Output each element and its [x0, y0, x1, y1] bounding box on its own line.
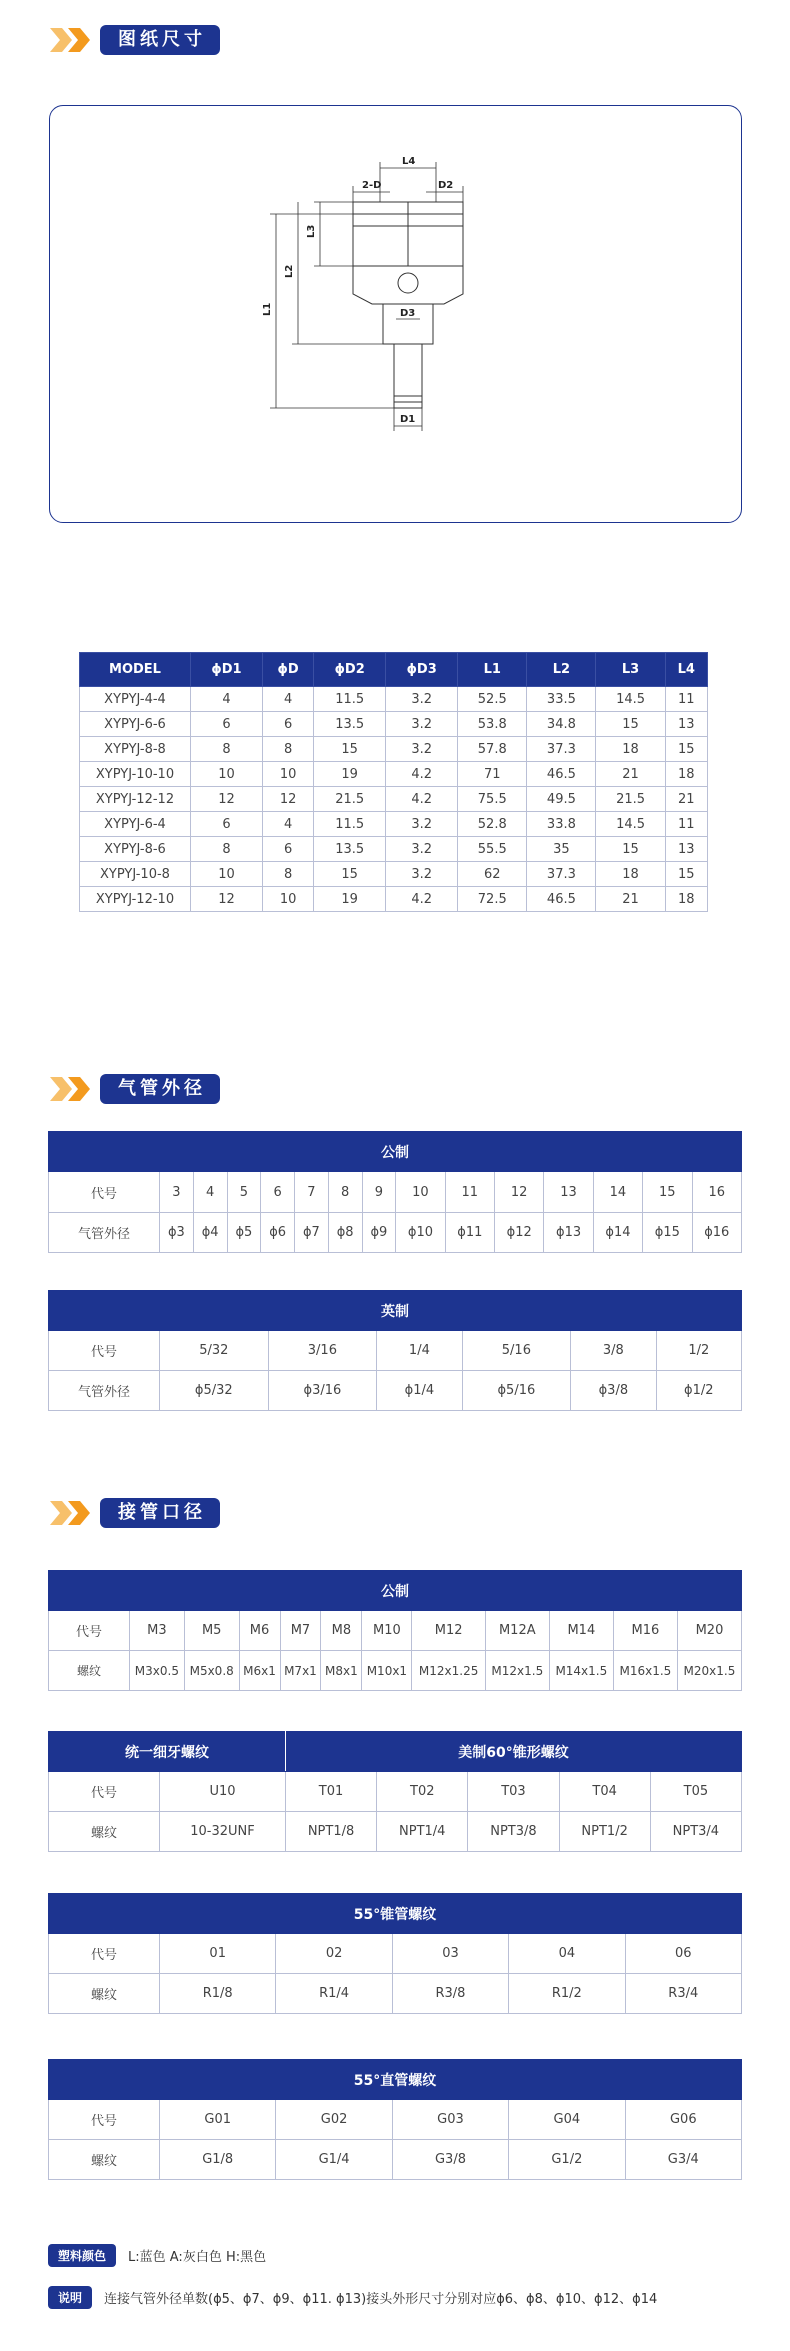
table-cell: ϕ3/8 [571, 1371, 656, 1411]
dim-label-l3: L3 [306, 224, 317, 238]
row-label: 代号 [49, 1172, 160, 1213]
table-cell: 72.5 [458, 887, 527, 912]
table-cell: R1/4 [276, 1974, 392, 2014]
port-metric-table [48, 1570, 742, 1691]
table-row [49, 1651, 742, 1691]
table-cell: ϕ11 [445, 1213, 494, 1253]
table-title: 55°锥管螺纹 [49, 1894, 742, 1934]
table-cell: XYPYJ-12-10 [80, 887, 191, 912]
table-row [49, 1812, 742, 1852]
table-cell: M14x1.5 [549, 1651, 613, 1691]
table-cell: 75.5 [458, 787, 527, 812]
row-label: 代号 [49, 2100, 160, 2140]
table-cell: 18 [665, 762, 707, 787]
table-cell: G3/8 [392, 2140, 508, 2180]
table-row [80, 862, 708, 887]
tube-imperial-table [48, 1290, 742, 1411]
table-cell: 10-32UNF [160, 1812, 286, 1852]
table-cell: 4.2 [386, 787, 458, 812]
table-cell: G06 [625, 2100, 741, 2140]
table-cell: T05 [650, 1772, 741, 1812]
table-cell: G1/4 [276, 2140, 392, 2180]
table-cell: 4 [263, 812, 314, 837]
table-cell: G3/4 [625, 2140, 741, 2180]
table-cell: 62 [458, 862, 527, 887]
table-cell: 15 [314, 737, 386, 762]
note-tag: 说明 [48, 2286, 92, 2309]
table-row [49, 1974, 742, 2014]
table-cell: M3x0.5 [130, 1651, 185, 1691]
table-cell: 9 [362, 1172, 396, 1213]
section-header-port [48, 1498, 220, 1528]
chevron-arrows-icon [48, 25, 96, 55]
table-row [80, 687, 708, 712]
table-cell: M16x1.5 [613, 1651, 677, 1691]
table-cell: 13 [665, 837, 707, 862]
row-label: 气管外径 [49, 1213, 160, 1253]
table-row [49, 1934, 742, 1974]
table-cell: 14.5 [596, 687, 665, 712]
table-cell: M14 [549, 1611, 613, 1651]
table-cell: 12 [191, 787, 263, 812]
port-g-table [48, 2059, 742, 2180]
table-cell: NPT3/4 [650, 1812, 741, 1852]
table-cell: 8 [263, 862, 314, 887]
col-header: ϕD1 [191, 653, 263, 687]
table-row [49, 1213, 742, 1253]
table-row [80, 762, 708, 787]
table-cell: R3/8 [392, 1974, 508, 2014]
table-cell: ϕ6 [261, 1213, 295, 1253]
table-cell: R1/8 [160, 1974, 276, 2014]
table-cell: 18 [596, 737, 665, 762]
section-title: 气管外径 [100, 1074, 220, 1104]
table-cell: T02 [377, 1772, 468, 1812]
table-cell: 52.5 [458, 687, 527, 712]
table-cell: 6 [263, 837, 314, 862]
table-cell: 12 [263, 787, 314, 812]
table-cell: 4 [193, 1172, 227, 1213]
table-cell: 06 [625, 1934, 741, 1974]
col-header: ϕD2 [314, 653, 386, 687]
table-cell: 52.8 [458, 812, 527, 837]
table-cell: ϕ1/4 [377, 1371, 462, 1411]
table-cell: 8 [263, 737, 314, 762]
table-row [49, 1772, 742, 1812]
table-cell: 15 [643, 1172, 692, 1213]
table-cell: 10 [263, 762, 314, 787]
row-label: 代号 [49, 1934, 160, 1974]
table-row [80, 737, 708, 762]
table-cell: R1/2 [509, 1974, 625, 2014]
table-cell: G02 [276, 2100, 392, 2140]
table-cell: 3 [160, 1172, 194, 1213]
table-cell: 6 [191, 712, 263, 737]
row-label: 代号 [49, 1611, 130, 1651]
table-cell: ϕ5 [227, 1213, 261, 1253]
table-cell: 4 [263, 687, 314, 712]
table-cell: NPT1/8 [285, 1812, 376, 1852]
table-cell: 6 [263, 712, 314, 737]
table-cell: ϕ7 [295, 1213, 329, 1253]
table-cell: ϕ1/2 [656, 1371, 741, 1411]
note-description [48, 2286, 657, 2309]
table-cell: ϕ5/32 [160, 1371, 269, 1411]
table-cell: 7 [295, 1172, 329, 1213]
table-cell: ϕ8 [328, 1213, 362, 1253]
table-cell: M5 [184, 1611, 239, 1651]
table-cell: 13 [544, 1172, 593, 1213]
table-cell: 11 [445, 1172, 494, 1213]
section-header-tube [48, 1074, 220, 1104]
section-title: 图纸尺寸 [100, 25, 220, 55]
table-cell: 11.5 [314, 812, 386, 837]
table-cell: 19 [314, 887, 386, 912]
table-row [49, 2100, 742, 2140]
table-cell: 10 [396, 1172, 445, 1213]
table-cell: 49.5 [527, 787, 596, 812]
table-title: 公制 [49, 1132, 742, 1172]
table-cell: 14.5 [596, 812, 665, 837]
section-header-drawing [48, 25, 220, 55]
table-cell: M8x1 [321, 1651, 362, 1691]
col-header: MODEL [80, 653, 191, 687]
table-cell: 15 [665, 737, 707, 762]
table-cell: XYPYJ-4-4 [80, 687, 191, 712]
table-title: 英制 [49, 1291, 742, 1331]
table-cell: U10 [160, 1772, 286, 1812]
table-cell: XYPYJ-12-12 [80, 787, 191, 812]
table-cell: M20x1.5 [677, 1651, 741, 1691]
table-cell: 37.3 [527, 862, 596, 887]
table-cell: XYPYJ-10-10 [80, 762, 191, 787]
table-row [49, 1331, 742, 1371]
row-label: 螺纹 [49, 1651, 130, 1691]
dim-label-l1: L1 [262, 302, 273, 316]
table-cell: 18 [596, 862, 665, 887]
table-row [80, 787, 708, 812]
table-cell: M10 [362, 1611, 412, 1651]
dim-label-d1: D1 [400, 414, 416, 425]
table-row [80, 837, 708, 862]
table-cell: 16 [692, 1172, 742, 1213]
table-cell: XYPYJ-10-8 [80, 862, 191, 887]
table-cell: 13.5 [314, 712, 386, 737]
table-cell: M16 [613, 1611, 677, 1651]
table-cell: 8 [191, 837, 263, 862]
table-cell: 10 [191, 762, 263, 787]
table-cell: 01 [160, 1934, 276, 1974]
table-cell: ϕ10 [396, 1213, 445, 1253]
table-cell: 57.8 [458, 737, 527, 762]
table-cell: T01 [285, 1772, 376, 1812]
table-cell: G1/8 [160, 2140, 276, 2180]
table-title: 55°直管螺纹 [49, 2060, 742, 2100]
table-cell: M12x1.5 [485, 1651, 549, 1691]
table-cell: 21.5 [314, 787, 386, 812]
table-cell: 04 [509, 1934, 625, 1974]
table-title-left: 统一细牙螺纹 [49, 1732, 286, 1772]
table-title-right: 美制60°锥形螺纹 [285, 1732, 741, 1772]
table-row [80, 812, 708, 837]
table-cell: M20 [677, 1611, 741, 1651]
table-cell: 15 [314, 862, 386, 887]
table-row [49, 2140, 742, 2180]
table-cell: ϕ16 [692, 1213, 742, 1253]
table-cell: ϕ14 [593, 1213, 642, 1253]
table-cell: M12 [412, 1611, 485, 1651]
table-cell: 21 [596, 887, 665, 912]
table-cell: 10 [191, 862, 263, 887]
table-cell: 5/32 [160, 1331, 269, 1371]
table-cell: 15 [596, 837, 665, 862]
table-cell: M12A [485, 1611, 549, 1651]
table-cell: 8 [328, 1172, 362, 1213]
table-cell: 15 [665, 862, 707, 887]
table-row [80, 887, 708, 912]
table-cell: 21 [665, 787, 707, 812]
table-cell: 11 [665, 812, 707, 837]
col-header: L1 [458, 653, 527, 687]
table-cell: XYPYJ-8-8 [80, 737, 191, 762]
table-row [49, 1172, 742, 1213]
table-cell: 33.5 [527, 687, 596, 712]
model-dimension-table [79, 652, 708, 912]
table-cell: 46.5 [527, 887, 596, 912]
table-cell: ϕ3 [160, 1213, 194, 1253]
row-label: 代号 [49, 1331, 160, 1371]
table-cell: M3 [130, 1611, 185, 1651]
table-cell: M10x1 [362, 1651, 412, 1691]
table-cell: M12x1.25 [412, 1651, 485, 1691]
table-cell: 3.2 [386, 712, 458, 737]
table-cell: 34.8 [527, 712, 596, 737]
row-label: 螺纹 [49, 1812, 160, 1852]
col-header: ϕD3 [386, 653, 458, 687]
port-r-table [48, 1893, 742, 2014]
table-cell: 35 [527, 837, 596, 862]
table-cell: NPT1/4 [377, 1812, 468, 1852]
table-cell: 5 [227, 1172, 261, 1213]
col-header: L3 [596, 653, 665, 687]
row-label: 代号 [49, 1772, 160, 1812]
table-cell: 13.5 [314, 837, 386, 862]
table-cell: 4.2 [386, 887, 458, 912]
chevron-arrows-icon [48, 1074, 96, 1104]
table-cell: G04 [509, 2100, 625, 2140]
table-cell: 4 [191, 687, 263, 712]
table-cell: 3/8 [571, 1331, 656, 1371]
note-tag: 塑料颜色 [48, 2244, 116, 2267]
table-cell: ϕ15 [643, 1213, 692, 1253]
table-cell: ϕ13 [544, 1213, 593, 1253]
note-text: L:蓝色 A:灰白色 H:黑色 [128, 2250, 267, 2265]
dim-label-l2: L2 [284, 264, 295, 278]
table-cell: M6 [239, 1611, 280, 1651]
table-cell: NPT3/8 [468, 1812, 559, 1852]
row-label: 螺纹 [49, 1974, 160, 2014]
col-header: L4 [665, 653, 707, 687]
table-cell: G1/2 [509, 2140, 625, 2180]
table-cell: 15 [596, 712, 665, 737]
table-cell: T04 [559, 1772, 650, 1812]
table-cell: 46.5 [527, 762, 596, 787]
table-cell: 6 [191, 812, 263, 837]
dim-label-l4: L4 [402, 156, 416, 167]
table-cell: 10 [263, 887, 314, 912]
table-cell: XYPYJ-8-6 [80, 837, 191, 862]
note-color [48, 2244, 266, 2267]
table-cell: 71 [458, 762, 527, 787]
note-text: 连接气管外径单数(ϕ5、ϕ7、ϕ9、ϕ11. ϕ13)接头外形尺寸分别对应ϕ6、ϕ8、ϕ10、ϕ12、ϕ14 [104, 2292, 658, 2307]
table-cell: G01 [160, 2100, 276, 2140]
table-cell: M5x0.8 [184, 1651, 239, 1691]
table-cell: ϕ3/16 [268, 1371, 377, 1411]
table-cell: G03 [392, 2100, 508, 2140]
table-cell: 6 [261, 1172, 295, 1213]
table-row [49, 1611, 742, 1651]
table-header-row [80, 653, 708, 687]
row-label: 气管外径 [49, 1371, 160, 1411]
table-cell: 3.2 [386, 862, 458, 887]
table-cell: 18 [665, 887, 707, 912]
col-header: ϕD [263, 653, 314, 687]
technical-drawing-frame [49, 105, 742, 523]
dim-label-2d: 2-D [362, 180, 382, 191]
table-cell: M7x1 [280, 1651, 321, 1691]
chevron-arrows-icon [48, 1498, 96, 1528]
table-cell: 3/16 [268, 1331, 377, 1371]
table-cell: 3.2 [386, 687, 458, 712]
table-cell: R3/4 [625, 1974, 741, 2014]
table-title: 公制 [49, 1571, 742, 1611]
tube-metric-table [48, 1131, 742, 1253]
table-cell: 12 [191, 887, 263, 912]
table-row [80, 712, 708, 737]
table-cell: 21.5 [596, 787, 665, 812]
table-cell: 3.2 [386, 837, 458, 862]
table-cell: 1/2 [656, 1331, 741, 1371]
row-label: 螺纹 [49, 2140, 160, 2180]
section-title: 接管口径 [100, 1498, 220, 1528]
table-cell: NPT1/2 [559, 1812, 650, 1852]
table-cell: 5/16 [462, 1331, 571, 1371]
table-cell: 14 [593, 1172, 642, 1213]
dim-label-d2: D2 [438, 180, 454, 191]
table-cell: M7 [280, 1611, 321, 1651]
table-cell: M6x1 [239, 1651, 280, 1691]
table-cell: 37.3 [527, 737, 596, 762]
table-cell: 53.8 [458, 712, 527, 737]
table-cell: 8 [191, 737, 263, 762]
dim-label-d3: D3 [400, 308, 416, 319]
port-unf-npt-table [48, 1731, 742, 1852]
table-cell: 12 [495, 1172, 544, 1213]
table-cell: 3.2 [386, 812, 458, 837]
table-cell: 33.8 [527, 812, 596, 837]
table-cell: ϕ4 [193, 1213, 227, 1253]
table-cell: 13 [665, 712, 707, 737]
table-cell: 11 [665, 687, 707, 712]
table-cell: ϕ9 [362, 1213, 396, 1253]
table-cell: T03 [468, 1772, 559, 1812]
table-cell: XYPYJ-6-4 [80, 812, 191, 837]
table-cell: 21 [596, 762, 665, 787]
table-cell: XYPYJ-6-6 [80, 712, 191, 737]
table-cell: 02 [276, 1934, 392, 1974]
table-cell: 19 [314, 762, 386, 787]
table-cell: 55.5 [458, 837, 527, 862]
table-cell: ϕ5/16 [462, 1371, 571, 1411]
col-header: L2 [527, 653, 596, 687]
table-cell: 11.5 [314, 687, 386, 712]
table-cell: 4.2 [386, 762, 458, 787]
table-row [49, 1371, 742, 1411]
table-cell: 03 [392, 1934, 508, 1974]
table-cell: ϕ12 [495, 1213, 544, 1253]
table-cell: M8 [321, 1611, 362, 1651]
table-cell: 1/4 [377, 1331, 462, 1371]
fitting-drawing [50, 106, 740, 521]
table-cell: 3.2 [386, 737, 458, 762]
